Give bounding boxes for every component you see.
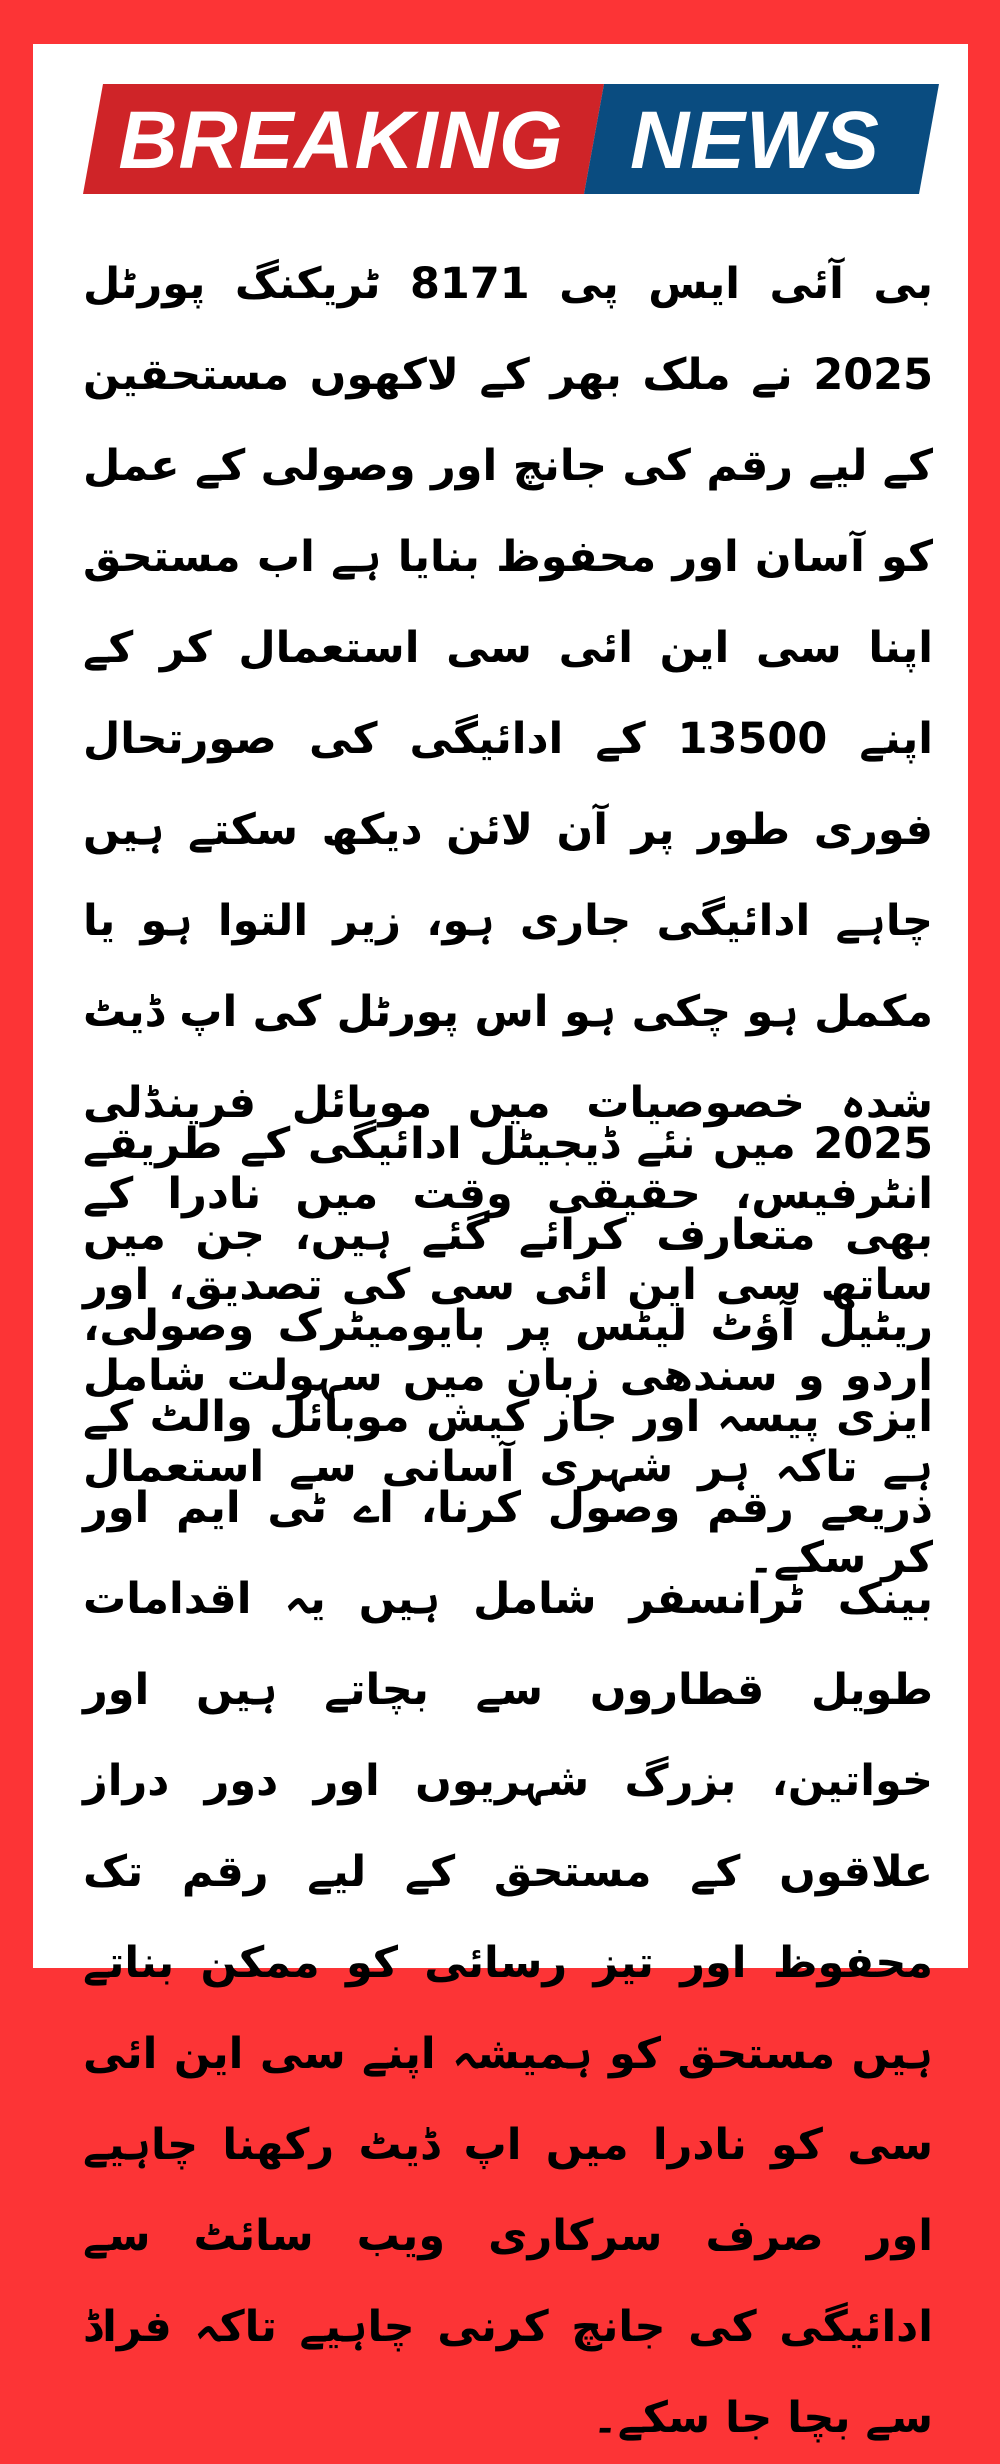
banner-breaking-word: BREAKING — [118, 95, 564, 186]
breaking-news-banner-graphic — [83, 84, 939, 194]
banner-news-word: NEWS — [630, 95, 880, 186]
article-paragraph-2: 2025 میں نئے ڈیجیٹل ادائیگی کے طریقے بھی متعارف کرائے گئے ہیں، جن میں ریٹیل آؤٹ لیٹس پر بایومیٹرک وصولی، ایزی پیسہ اور جاز کیش موبائل والٹ کے ذریعے رقم وصول کرنا، اے ٹی ایم اور بینک ٹرانسفر شامل ہیں یہ اقدامات طویل قطاروں سے بچاتے ہیں اور خواتین، بزرگ شہریوں اور دور دراز علاقوں کے مستحق کے لیے رقم تک محفوظ اور تیز رسائی کو ممکن بناتے ہیں مستحق کو ہمیشہ اپنے سی این ائی سی کو نادرا میں اپ ڈیٹ رکھنا چاہیے اور صرف سرکاری ویب سائٹ سے ادائیگی کی جانچ کرنی چاہیے تاکہ فراڈ سے بچا جا سکے۔ — [83, 1119, 933, 2443]
news-card — [33, 44, 968, 2443]
article-paragraph-1: بی آئی ایس پی 8171 ٹریکنگ پورٹل 2025 نے ملک بھر کے لاکھوں مستحقین کے لیے رقم کی جانچ اور وصولی کے عمل کو آسان اور محفوظ بنایا ہے اب مستحق اپنا سی این ائی سی استعمال کر کے اپنے 13500 کے ادائیگی کی صورتحال فوری طور پر آن لائن دیکھ سکتے ہیں چاہے ادائیگی جاری ہو، زیر التوا ہو یا مکمل ہو چکی ہو اس پورٹل کی اپ ڈیٹ شدہ خصوصیات میں موبائل فرینڈلی انٹرفیس، حقیقی وقت میں نادرا کے ساتھ سی این ائی سی کی تصدیق، اور اردو و سندھی زبان میں سہولت شامل ہے تاکہ ہر شہری آسانی سے استعمال کر سکے۔ — [83, 259, 933, 1583]
breaking-news-banner — [83, 84, 939, 194]
